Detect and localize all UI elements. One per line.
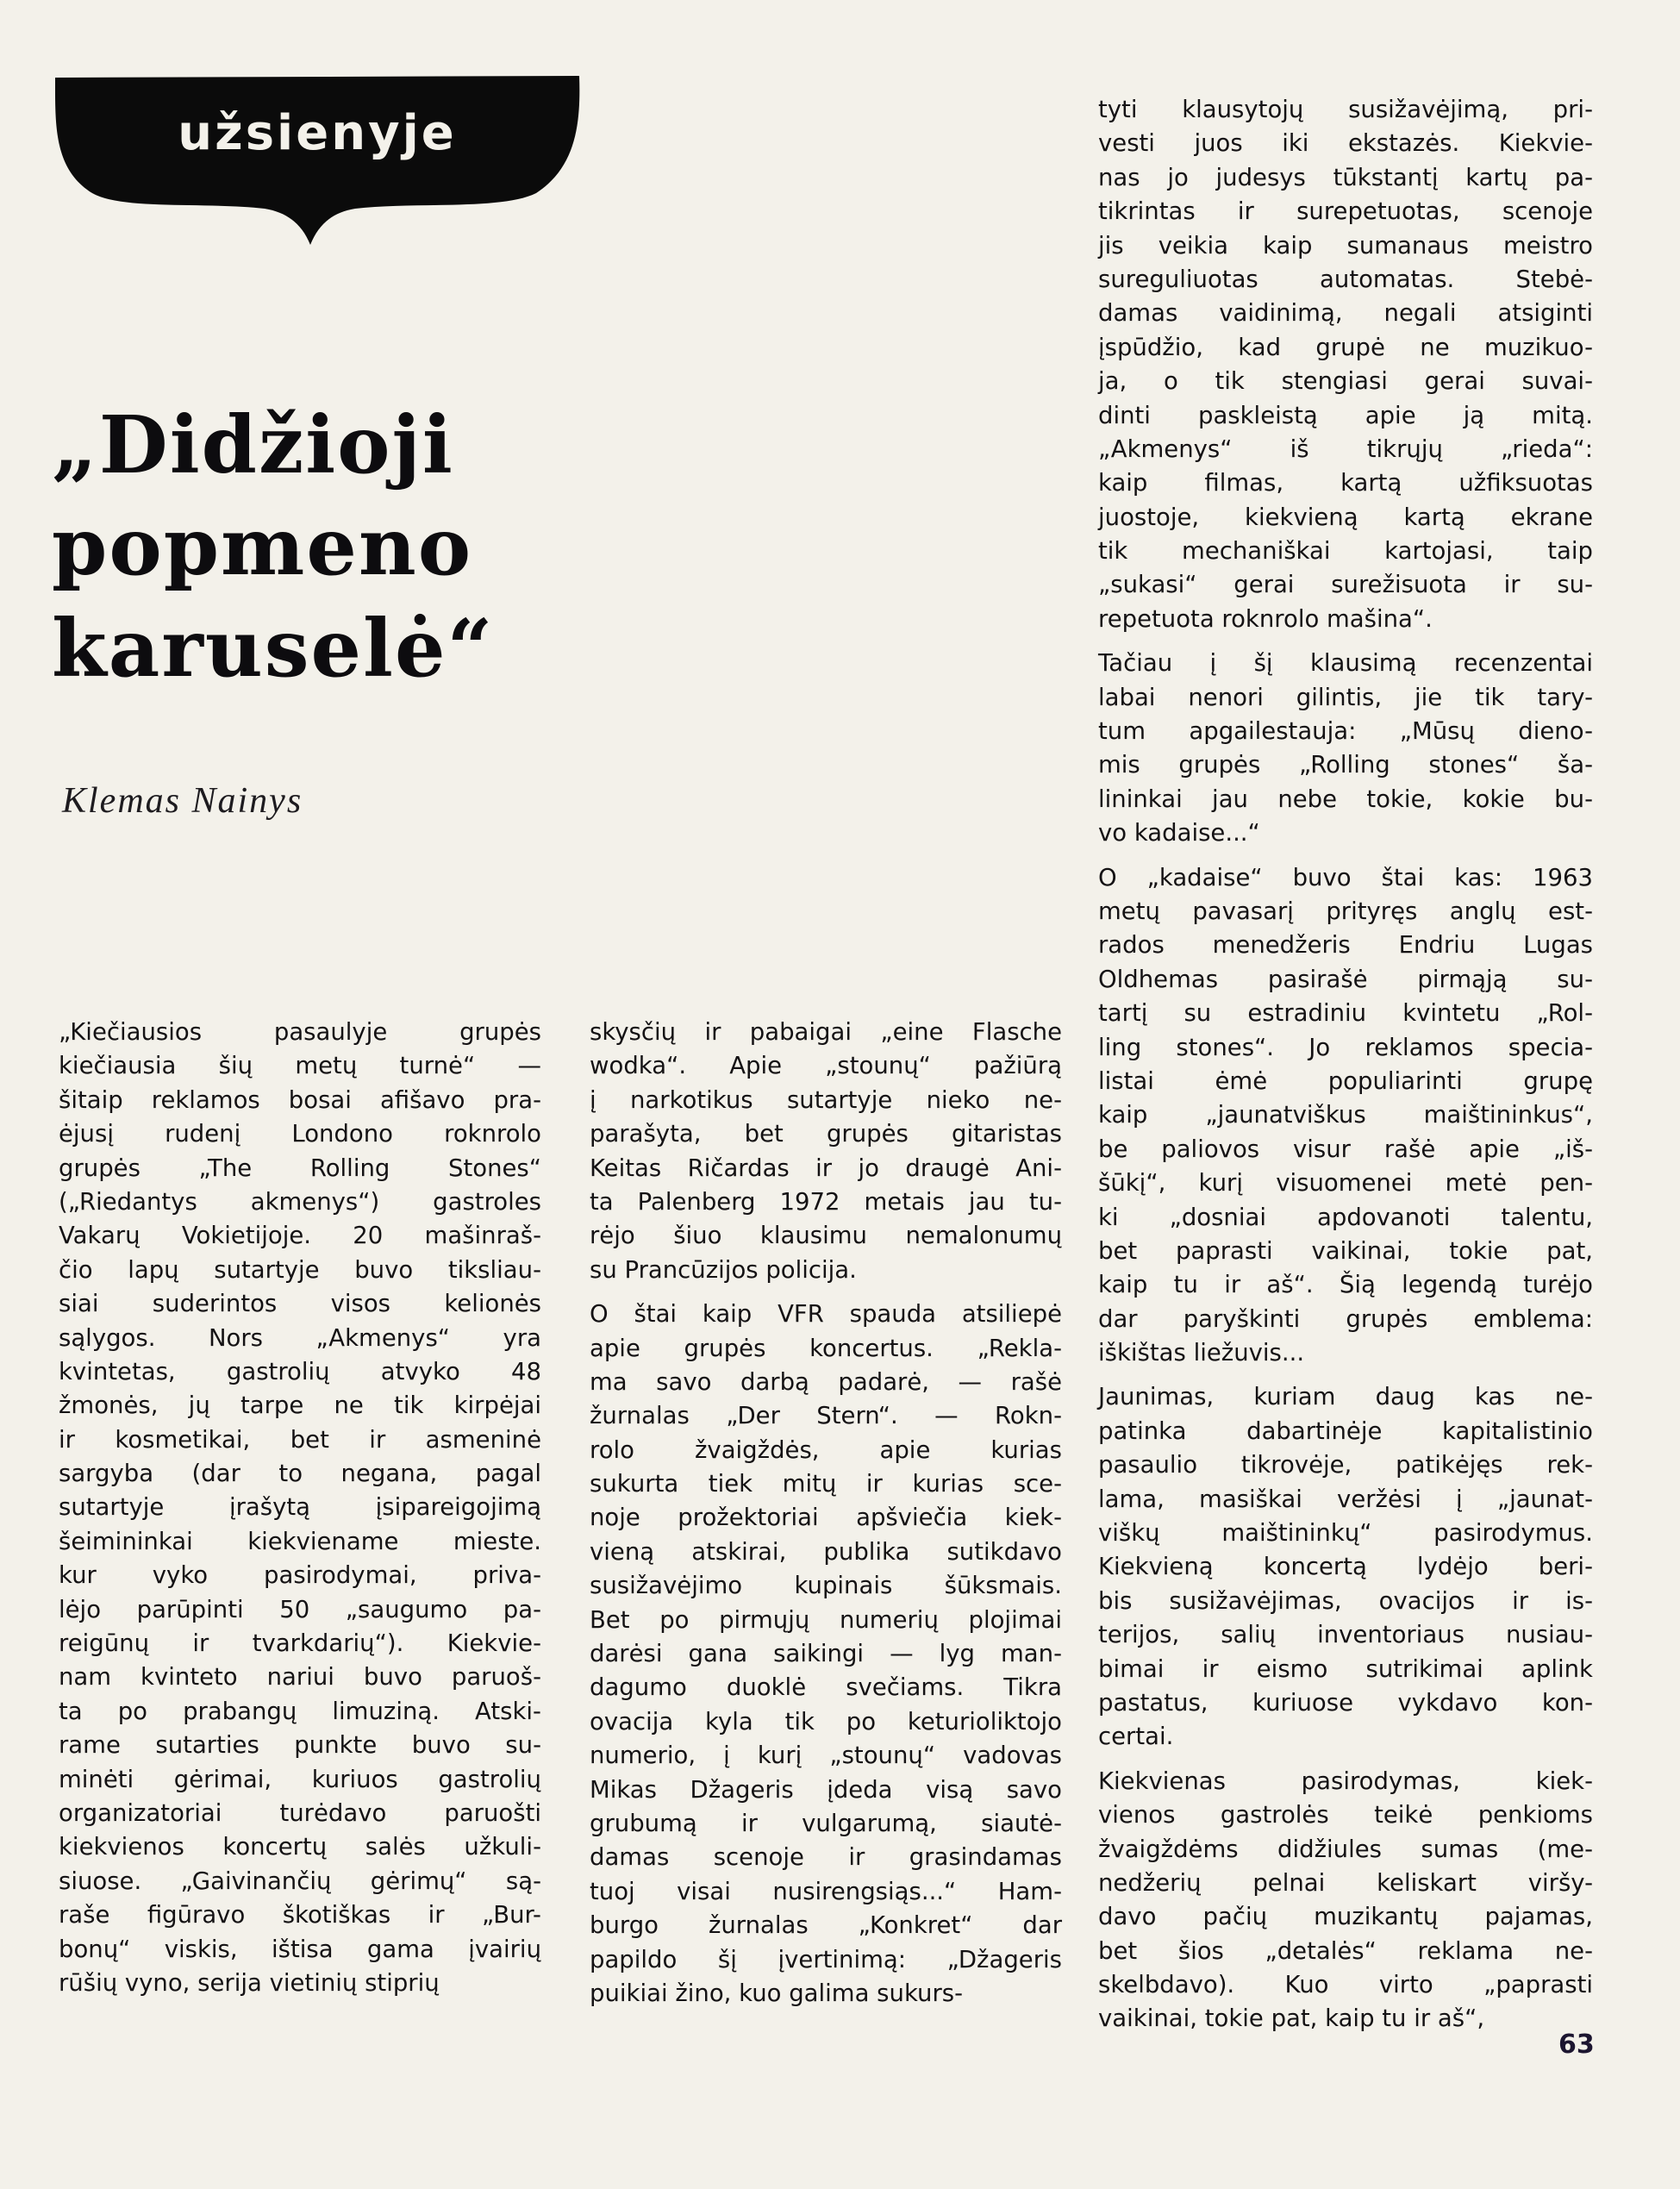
text-line: O „kadaise“ buvo štai kas: 1963: [1098, 863, 1593, 891]
text-line: parašyta, bet grupės gitaristas: [590, 1120, 1062, 1148]
text-line: metų pavasarį prityręs anglų est-: [1098, 897, 1593, 925]
text-line: sukurta tiek mitų ir kurias sce-: [590, 1470, 1062, 1498]
section-label: užsienyje: [178, 105, 457, 161]
text-line: ma savo darbą padarė, — rašė: [590, 1367, 1062, 1396]
text-line: vesti juos iki ekstazės. Kiekvie-: [1098, 129, 1593, 158]
paragraph-gap: [590, 1287, 1062, 1298]
text-line: ta Palenberg 1972 metais jau tu-: [590, 1187, 1062, 1216]
text-line: pastatus, kuriuose vykdavo kon-: [1098, 1688, 1593, 1717]
text-line: žvaigždėms didžiules sumas (me-: [1098, 1835, 1593, 1863]
paragraph-gap: [1098, 1370, 1593, 1380]
paragraph-gap: [1098, 636, 1593, 647]
text-line: tum apgailestauja: „Mūsų dieno-: [1098, 717, 1593, 746]
text-line: reigūnų ir tvarkdarių“). Kiekvie-: [59, 1629, 541, 1658]
text-line: puikiai žino, kuo galima sukurs-: [590, 1979, 964, 2007]
text-line: vieną atskirai, publika sutikdavo: [590, 1537, 1062, 1566]
article-author: Klemas Nainys: [62, 781, 303, 821]
article-title: [52, 394, 586, 699]
text-line: kvintetas, gastrolių atvyko 48: [59, 1357, 541, 1385]
text-line: Vakarų Vokietijoje. 20 mašinraš-: [59, 1222, 541, 1250]
text-line: Keitas Ričardas ir jo draugė Ani-: [590, 1154, 1062, 1182]
text-line: į narkotikus sutartyje nieko ne-: [590, 1085, 1062, 1114]
text-column-1: [59, 1016, 541, 2000]
text-line: su Prancūzijos policija.: [590, 1255, 857, 1284]
text-line: juostoje, kiekvieną kartą ekrane: [1098, 503, 1593, 531]
text-line: nas jo judesys tūkstantį kartų pa-: [1098, 163, 1593, 191]
text-line: dagumo duoklė svečiams. Tikra: [590, 1673, 1062, 1702]
section-banner: [53, 72, 581, 245]
text-line: certai.: [1098, 1723, 1174, 1751]
text-line: papildo šį įvertinimą: „Džageris: [590, 1945, 1062, 1973]
text-line: bet šios „detalės“ reklama ne-: [1098, 1936, 1593, 1965]
text-line: kaip „jaunatviškus maištininkus“,: [1098, 1101, 1593, 1129]
text-line: lama, masiškai veržėsi į „jaunat-: [1098, 1485, 1593, 1513]
text-line: kur vyko pasirodymai, priva-: [59, 1561, 541, 1590]
text-line: numerio, į kurį „stounų“ vadovas: [590, 1742, 1062, 1770]
text-line: minėti gėrimai, kuriuos gastrolių: [59, 1765, 541, 1793]
text-line: wodka“. Apie „stounų“ pažiūrą: [590, 1052, 1062, 1080]
text-line: sureguliuotas automatas. Stebė-: [1098, 265, 1593, 293]
text-line: organizatoriai turėdavo paruošti: [59, 1798, 541, 1827]
text-line: ja, o tik stengiasi gerai suvai-: [1098, 367, 1593, 396]
text-line: damas scenoje ir grasindamas: [590, 1843, 1062, 1872]
text-line: davo pačių muzikantų pajamas,: [1098, 1903, 1593, 1931]
text-line: siuose. „Gaivinančių gėrimų“ są-: [59, 1867, 541, 1895]
text-line: žmonės, jų tarpe ne tik kirpėjai: [59, 1392, 541, 1420]
text-line: Kiekvienas pasirodymas, kiek-: [1098, 1767, 1593, 1795]
text-line: dar paryškinti grupės emblema:: [1098, 1304, 1593, 1333]
text-line: iškištas liežuvis...: [1098, 1339, 1305, 1367]
text-line: patinka dabartinėje kapitalistinio: [1098, 1417, 1593, 1445]
paragraph-gap: [1098, 1754, 1593, 1765]
text-line: be paliovos visur rašė apie „iš-: [1098, 1135, 1593, 1163]
text-line: sąlygos. Nors „Akmenys“ yra: [59, 1323, 541, 1352]
text-line: mis grupės „Rolling stones“ ša-: [1098, 751, 1593, 779]
text-line: tyti klausytojų susižavėjimą, pri-: [1098, 96, 1593, 123]
text-line: kiekvienos koncertų salės užkuli-: [59, 1833, 541, 1861]
text-line: žurnalas „Der Stern“. — Rokn-: [590, 1402, 1062, 1430]
text-line: čio lapų sutartyje buvo tiksliau-: [59, 1255, 541, 1284]
text-line: ovacija kyla tik po keturioliktojo: [590, 1707, 1062, 1736]
text-line: („Riedantys akmenys“) gastroles: [59, 1187, 541, 1216]
text-line: ėjusį rudenį Londono roknrolo: [59, 1120, 541, 1148]
text-line: Kiekvieną koncertą lydėjo beri-: [1098, 1553, 1593, 1581]
text-line: grupės „The Rolling Stones“: [59, 1154, 541, 1182]
text-line: šitaip reklamos bosai afišavo pra-: [59, 1085, 541, 1114]
text-line: šūkį“, kurį visuomenei metė pen-: [1098, 1169, 1593, 1198]
text-line: noje prožektoriai apšviečia kiek-: [590, 1504, 1062, 1532]
text-line: listai ėmė populiarinti grupę: [1098, 1066, 1593, 1095]
text-line: ki „dosniai apdovanoti talentu,: [1098, 1203, 1593, 1231]
text-line: įspūdžio, kad grupė ne muzikuo-: [1098, 333, 1593, 361]
text-line: Mikas Džageris įdeda visą savo: [590, 1775, 1062, 1804]
text-line: ling stones“. Jo reklamos specia-: [1098, 1033, 1593, 1061]
text-line: sargyba (dar to negana, pagal: [59, 1460, 541, 1488]
text-line: Bet po pirmųjų numerių plojimai: [590, 1605, 1062, 1634]
text-line: burgo žurnalas „Konkret“ dar: [590, 1911, 1062, 1940]
text-line: bis susižavėjimas, ovacijos ir is-: [1098, 1586, 1593, 1615]
paragraph-gap: [1098, 851, 1593, 861]
text-line: tuoj visai nusirengsiąs...“ Ham-: [590, 1877, 1062, 1905]
text-line: bet paprasti vaikinai, tokie pat,: [1098, 1236, 1593, 1265]
text-line: lėjo parūpinti 50 „saugumo pa-: [59, 1595, 541, 1623]
text-line: ta po prabangų limuziną. Atski-: [59, 1697, 541, 1725]
text-column-3: [1098, 93, 1593, 2036]
text-line: rūšių vyno, serija vietinių stiprių: [59, 1968, 440, 1997]
text-line: vienos gastrolės teikė penkioms: [1098, 1801, 1593, 1829]
text-line: vo kadaise...“: [1098, 819, 1260, 847]
text-line: rėjo šiuo klausimu nemalonumų: [590, 1222, 1062, 1250]
text-line: vaikinai, tokie pat, kaip tu ir aš“,: [1098, 2004, 1485, 2033]
text-line: „Kiečiausios pasaulyje grupės: [59, 1018, 541, 1046]
text-line: darėsi gana saikingi — lyg man-: [590, 1640, 1062, 1668]
text-line: nedžerių pelnai keliskart viršy-: [1098, 1868, 1593, 1897]
text-line: susižavėjimo kupinais šūksmais.: [590, 1572, 1062, 1600]
text-line: šeimininkai kiekviename mieste.: [59, 1527, 541, 1555]
text-line: jis veikia kaip sumanaus meistro: [1098, 231, 1593, 260]
text-line: tartį su estradiniu kvintetu „Rol-: [1098, 999, 1593, 1028]
title-line: popmeno: [52, 499, 473, 593]
text-line: siai suderintos visos kelionės: [59, 1290, 541, 1318]
text-line: rame sutarties punkte buvo su-: [59, 1731, 541, 1760]
text-line: rados menedžeris Endriu Lugas: [1098, 931, 1593, 960]
text-line: tik mechaniškai kartojasi, taip: [1098, 537, 1593, 566]
text-line: ir kosmetikai, bet ir asmeninė: [59, 1425, 541, 1454]
text-line: raše figūravo škotiškas ir „Bur-: [59, 1901, 541, 1929]
text-line: pasaulio tikrovėje, patikėjęs rek-: [1098, 1451, 1593, 1479]
text-line: grubumą ir vulgarumą, siautė-: [590, 1809, 1062, 1837]
text-line: viškų maištininkų“ pasirodymus.: [1098, 1519, 1593, 1548]
text-line: terijos, salių inventoriaus nusiau-: [1098, 1621, 1593, 1649]
text-line: skysčių ir pabaigai „eine Flasche: [590, 1018, 1062, 1046]
title-line: „Didžioji: [52, 397, 454, 491]
text-line: O štai kaip VFR spauda atsiliepė: [590, 1300, 1062, 1329]
text-line: sutartyje įrašytą įsipareigojimą: [59, 1493, 541, 1522]
text-line: damas vaidinimą, negali atsiginti: [1098, 299, 1593, 328]
text-line: bimai ir eismo sutrikimai aplink: [1098, 1654, 1593, 1683]
text-line: repetuota roknrolo mašina“.: [1098, 604, 1433, 633]
text-line: apie grupės koncertus. „Rekla-: [590, 1334, 1062, 1362]
text-line: Tačiau į šį klausimą recenzentai: [1098, 649, 1593, 678]
text-line: bonų“ viskis, ištisa gama įvairių: [59, 1935, 541, 1963]
text-line: kaip filmas, kartą užfiksuotas: [1098, 469, 1593, 497]
text-line: tikrintas ir surepetuotas, scenoje: [1098, 197, 1593, 226]
text-line: rolo žvaigždės, apie kurias: [590, 1435, 1062, 1464]
page-number: 63: [1558, 2030, 1595, 2060]
text-line: Oldhemas pasirašė pirmąją su-: [1098, 965, 1593, 993]
text-line: kaip tu ir aš“. Šią legendą turėjo: [1098, 1271, 1593, 1299]
text-column-2: [590, 1016, 1062, 2011]
text-line: „Akmenys“ iš tikrųjų „rieda“:: [1098, 435, 1593, 463]
title-line: karuselė“: [52, 601, 495, 695]
text-line: „sukasi“ gerai surežisuota ir su-: [1098, 571, 1593, 599]
text-line: Jaunimas, kuriam daug kas ne-: [1098, 1383, 1593, 1411]
text-line: nam kvinteto nariui buvo paruoš-: [59, 1663, 541, 1692]
text-line: lininkai jau nebe tokie, kokie bu-: [1098, 785, 1593, 813]
text-line: kiečiausia šių metų turnė“ —: [59, 1052, 541, 1080]
text-line: dinti paskleistą apie ją mitą.: [1098, 401, 1593, 429]
text-line: labai nenori gilintis, jie tik tary-: [1098, 683, 1593, 711]
text-line: skelbdavo). Kuo virto „paprasti: [1098, 1971, 1593, 1999]
